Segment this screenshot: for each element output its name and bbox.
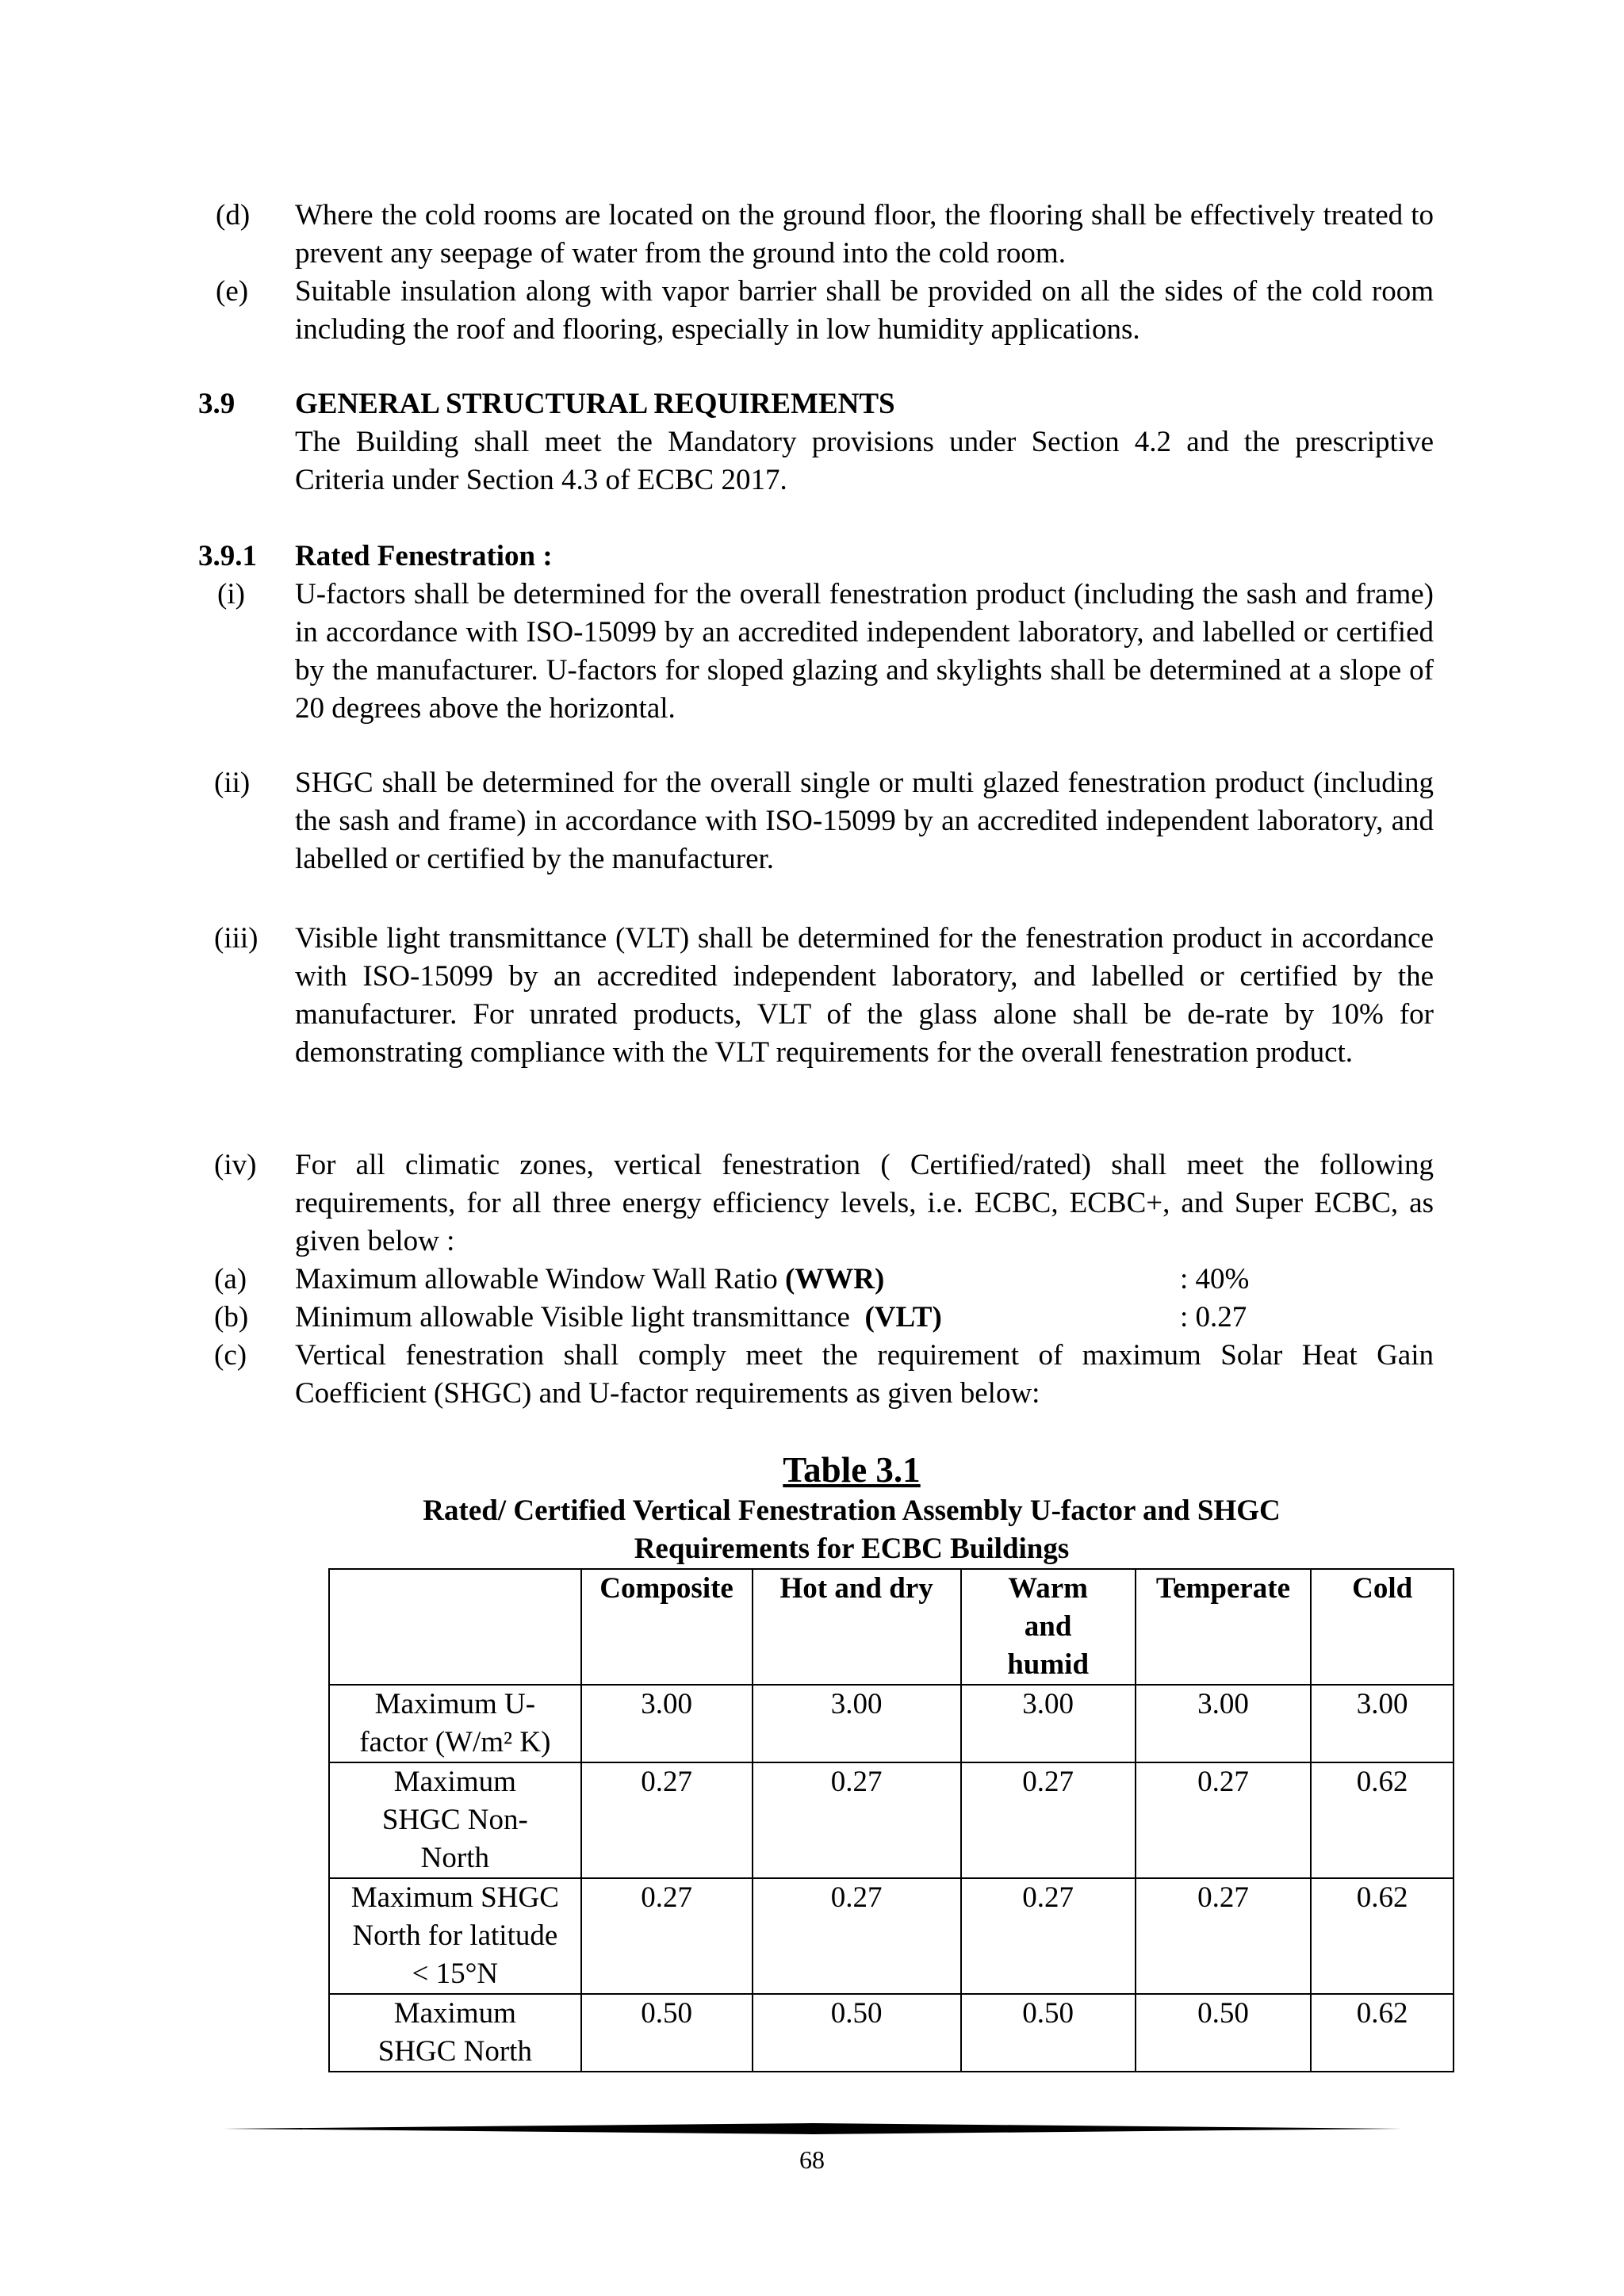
table-row [329,1994,1454,2072]
req-a-text: Maximum allowable Window Wall Ratio [295,1263,785,1295]
table-row-label: Maximum SHGC Non-North [329,1762,581,1878]
table-header-cell: Cold [1311,1569,1454,1685]
item-e-text: Suitable insulation along with vapor barrier shall be provided on all the sides of the cold room including the roof and flooring, especially in low humidity applications. [295,275,1434,346]
section-title: GENERAL STRUCTURAL REQUIREMENTS [295,388,895,420]
item-e-label: (e) [216,275,249,308]
table-header-cell: Hot and dry [753,1569,961,1685]
table-cell: 0.27 [581,1878,753,1994]
table-row-label: Maximum SHGC North for latitude < 15°N [329,1878,581,1994]
table-cell: 3.00 [961,1685,1136,1762]
table-cell: 0.62 [1311,1762,1454,1878]
table-cell: 0.27 [1136,1878,1312,1994]
req-c-label: (c) [214,1339,247,1372]
table-caption-line2: Requirements for ECBC Buildings [634,1533,1070,1565]
table-cell: 3.00 [1136,1685,1312,1762]
table-cell: 3.00 [753,1685,961,1762]
req-a-value: : 40% [1180,1263,1250,1295]
req-b-value: : 0.27 [1180,1301,1247,1334]
item-ii-label: (ii) [214,767,251,799]
fenestration-table [328,1568,1454,2072]
table-header-cell: Temperate [1136,1569,1312,1685]
table-cell: 0.62 [1311,1878,1454,1994]
table-header-cell: Composite [581,1569,753,1685]
table-header-cell [329,1569,581,1685]
req-a-bold: (WWR) [784,1263,885,1295]
subsection-number: 3.9.1 [198,540,257,572]
table-row [329,1878,1454,1994]
item-iv-label: (iv) [214,1149,257,1181]
table-cell: 0.50 [961,1994,1136,2072]
section-number: 3.9 [198,388,236,420]
footer-divider [224,2123,1402,2134]
req-b-bold: (VLT) [864,1301,942,1334]
req-b-label: (b) [214,1301,249,1334]
table-cell: 0.27 [753,1878,961,1994]
req-c-text: Vertical fenestration shall comply meet the requirement of maximum Solar Heat Gain Coefficient (SHGC) and U-factor requirements as given below: [295,1339,1434,1410]
table-row-label: Maximum SHGC North [329,1994,581,2072]
table-row-label: Maximum U-factor (W/m² K) [329,1685,581,1762]
item-i-text: U-factors shall be determined for the overall fenestration product (including the sash and frame) in accordance with ISO-15099 by an accredited independent laboratory, and labelled or certified by the manufacturer. U-factors for sloped glazing and skylights shall be determined at a slope of 20 degrees above the horizontal. [295,578,1434,725]
item-ii-text: SHGC shall be determined for the overall single or multi glazed fenestration product (including the sash and frame) in accordance with ISO-15099 by an accredited independent laboratory, and labelled or certified by the manufacturer. [295,767,1434,875]
table-row [329,1762,1454,1878]
req-b-text: Minimum allowable Visible light transmittance [295,1301,865,1334]
req-a-line [295,1261,884,1299]
item-d-label: (d) [216,199,251,232]
table-header-row [329,1569,1454,1685]
table-cell: 0.50 [753,1994,961,2072]
table-cell: 0.27 [581,1762,753,1878]
table-cell: 0.50 [1136,1994,1312,2072]
item-iii-text: Visible light transmittance (VLT) shall be determined for the fenestration product in accordance with ISO-15099 by an accredited independent laboratory, and labelled or certified by the manufacturer. For unrated products, VLT of the glass alone shall be de-rate by 10% for demonstrating compliance with the VLT requirements for the overall fenestration product. [295,922,1434,1069]
table-cell: 0.62 [1311,1994,1454,2072]
page-number: 68 [799,2145,825,2174]
table-caption-line1: Rated/ Certified Vertical Fenestration Assembly U-factor and SHGC [423,1494,1281,1527]
req-b-line [295,1299,942,1337]
table-row [329,1685,1454,1762]
item-d-text: Where the cold rooms are located on the ground floor, the flooring shall be effectively treated to prevent any seepage of water from the ground into the cold room. [295,199,1434,270]
item-i-label: (i) [217,578,245,610]
table-cell: 0.27 [961,1762,1136,1878]
table-cell: 3.00 [581,1685,753,1762]
table-cell: 0.27 [1136,1762,1312,1878]
subsection-title: Rated Fenestration : [295,540,553,572]
item-iii-label: (iii) [214,922,259,955]
section-paragraph: The Building shall meet the Mandatory provisions under Section 4.2 and the prescriptive Criteria under Section 4.3 of ECBC 2017. [295,426,1434,496]
table-header-cell: Warm and humid [961,1569,1136,1685]
table-cell: 0.50 [581,1994,753,2072]
table-cell: 0.27 [961,1878,1136,1994]
table-cell: 3.00 [1311,1685,1454,1762]
item-iv-text: For all climatic zones, vertical fenestration ( Certified/rated) shall meet the following requirements, for all three energy efficiency levels, i.e. ECBC, ECBC+, and Super ECBC, as given below : [295,1149,1434,1257]
table-title: Table 3.1 [783,1450,921,1490]
req-a-label: (a) [214,1263,247,1295]
table-cell: 0.27 [753,1762,961,1878]
